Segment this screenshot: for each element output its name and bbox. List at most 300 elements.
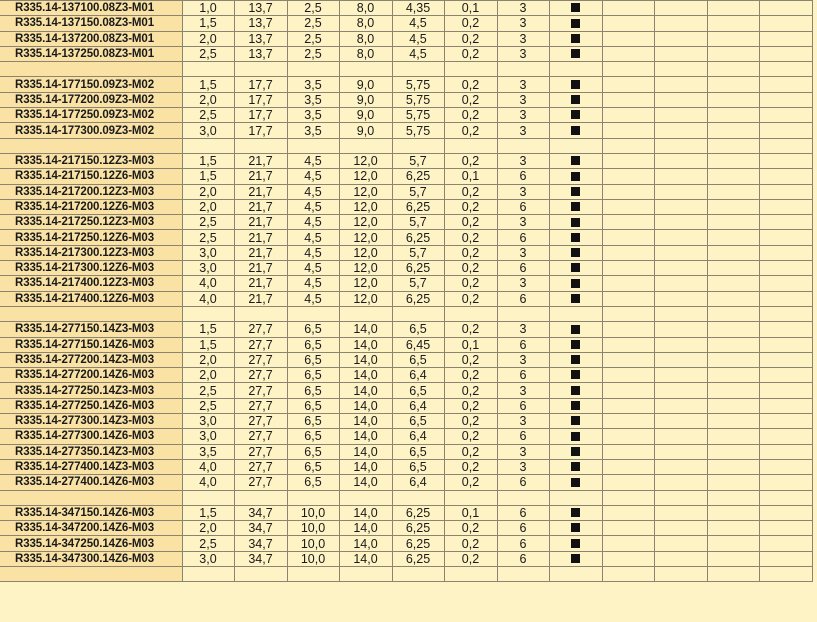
empty-cell bbox=[444, 566, 497, 581]
value-cell-c4: 14,0 bbox=[339, 459, 392, 474]
product-code-cell: R335.14-217150.12Z3-M03 bbox=[0, 153, 182, 168]
empty-cell bbox=[392, 490, 444, 505]
value-cell-c1: 2,0 bbox=[182, 31, 234, 46]
empty-cell bbox=[654, 123, 707, 138]
empty-cell bbox=[549, 566, 602, 581]
product-code-cell: R335.14-217300.12Z3-M03 bbox=[0, 245, 182, 260]
product-code-cell: R335.14-217400.12Z6-M03 bbox=[0, 291, 182, 306]
value-cell-c1: 2,5 bbox=[182, 215, 234, 230]
filled-square-icon bbox=[571, 233, 580, 242]
value-cell-c3: 6,5 bbox=[287, 352, 339, 367]
empty-cell bbox=[0, 490, 182, 505]
value-cell-c7: 6 bbox=[497, 551, 549, 566]
empty-cell bbox=[444, 62, 497, 77]
table-row bbox=[0, 123, 812, 138]
stock-marker-cell bbox=[549, 429, 602, 444]
empty-cell bbox=[654, 521, 707, 536]
value-cell-c4: 12,0 bbox=[339, 169, 392, 184]
table-row bbox=[0, 383, 812, 398]
empty-cell bbox=[707, 77, 759, 92]
empty-cell bbox=[759, 31, 812, 46]
product-code-cell: R335.14-217200.12Z3-M03 bbox=[0, 184, 182, 199]
value-cell-c7: 6 bbox=[497, 291, 549, 306]
value-cell-c6: 0,2 bbox=[444, 536, 497, 551]
value-cell-c7: 6 bbox=[497, 536, 549, 551]
value-cell-c2: 21,7 bbox=[234, 291, 287, 306]
value-cell-c3: 4,5 bbox=[287, 199, 339, 214]
product-code-cell: R335.14-277300.14Z6-M03 bbox=[0, 429, 182, 444]
empty-cell bbox=[497, 306, 549, 321]
stock-marker-cell bbox=[549, 383, 602, 398]
product-code-cell: R335.14-217150.12Z6-M03 bbox=[0, 169, 182, 184]
stock-marker-cell bbox=[549, 46, 602, 61]
value-cell-c3: 6,5 bbox=[287, 414, 339, 429]
value-cell-c1: 2,5 bbox=[182, 108, 234, 123]
empty-cell bbox=[759, 291, 812, 306]
value-cell-c5: 6,5 bbox=[392, 352, 444, 367]
value-cell-c4: 8,0 bbox=[339, 1, 392, 16]
empty-cell bbox=[759, 184, 812, 199]
value-cell-c6: 0,2 bbox=[444, 245, 497, 260]
empty-cell bbox=[707, 230, 759, 245]
value-cell-c4: 14,0 bbox=[339, 475, 392, 490]
value-cell-c5: 6,5 bbox=[392, 444, 444, 459]
value-cell-c5: 6,25 bbox=[392, 169, 444, 184]
empty-cell bbox=[602, 92, 654, 107]
empty-cell bbox=[287, 306, 339, 321]
table-row bbox=[0, 352, 812, 367]
value-cell-c7: 6 bbox=[497, 169, 549, 184]
empty-cell bbox=[759, 46, 812, 61]
value-cell-c6: 0,2 bbox=[444, 108, 497, 123]
empty-cell bbox=[654, 337, 707, 352]
empty-cell bbox=[707, 1, 759, 16]
value-cell-c6: 0,2 bbox=[444, 291, 497, 306]
value-cell-c3: 3,5 bbox=[287, 123, 339, 138]
empty-cell bbox=[234, 62, 287, 77]
stock-marker-cell bbox=[549, 77, 602, 92]
value-cell-c7: 3 bbox=[497, 276, 549, 291]
filled-square-icon bbox=[571, 126, 580, 135]
value-cell-c6: 0,1 bbox=[444, 337, 497, 352]
empty-cell bbox=[654, 291, 707, 306]
stock-marker-cell bbox=[549, 123, 602, 138]
empty-cell bbox=[707, 398, 759, 413]
empty-cell bbox=[182, 306, 234, 321]
value-cell-c2: 21,7 bbox=[234, 245, 287, 260]
value-cell-c5: 6,5 bbox=[392, 414, 444, 429]
empty-cell bbox=[707, 215, 759, 230]
empty-cell bbox=[707, 551, 759, 566]
empty-cell bbox=[602, 551, 654, 566]
stock-marker-cell bbox=[549, 245, 602, 260]
value-cell-c5: 6,5 bbox=[392, 383, 444, 398]
filled-square-icon bbox=[571, 19, 580, 28]
value-cell-c3: 2,5 bbox=[287, 31, 339, 46]
value-cell-c5: 5,7 bbox=[392, 153, 444, 168]
empty-cell bbox=[602, 184, 654, 199]
empty-cell bbox=[759, 1, 812, 16]
empty-cell bbox=[654, 199, 707, 214]
filled-square-icon bbox=[571, 95, 580, 104]
value-cell-c1: 2,0 bbox=[182, 92, 234, 107]
product-code-cell: R335.14-217400.12Z3-M03 bbox=[0, 276, 182, 291]
empty-cell bbox=[602, 398, 654, 413]
empty-cell bbox=[602, 429, 654, 444]
empty-cell bbox=[602, 138, 654, 153]
value-cell-c7: 3 bbox=[497, 46, 549, 61]
empty-cell bbox=[759, 505, 812, 520]
empty-cell bbox=[759, 459, 812, 474]
table-row bbox=[0, 199, 812, 214]
empty-cell bbox=[654, 230, 707, 245]
value-cell-c6: 0,2 bbox=[444, 322, 497, 337]
empty-cell bbox=[654, 505, 707, 520]
empty-cell bbox=[707, 184, 759, 199]
empty-cell bbox=[707, 459, 759, 474]
value-cell-c5: 4,5 bbox=[392, 46, 444, 61]
empty-cell bbox=[602, 16, 654, 31]
empty-cell bbox=[707, 16, 759, 31]
value-cell-c4: 14,0 bbox=[339, 383, 392, 398]
value-cell-c2: 34,7 bbox=[234, 551, 287, 566]
value-cell-c5: 6,25 bbox=[392, 505, 444, 520]
table-row bbox=[0, 444, 812, 459]
filled-square-icon bbox=[571, 49, 580, 58]
value-cell-c6: 0,2 bbox=[444, 368, 497, 383]
table-row bbox=[0, 245, 812, 260]
value-cell-c2: 13,7 bbox=[234, 46, 287, 61]
value-cell-c5: 5,75 bbox=[392, 123, 444, 138]
group-separator-row bbox=[0, 138, 812, 153]
table-row bbox=[0, 429, 812, 444]
empty-cell bbox=[759, 414, 812, 429]
empty-cell bbox=[392, 566, 444, 581]
stock-marker-cell bbox=[549, 16, 602, 31]
empty-cell bbox=[444, 306, 497, 321]
value-cell-c1: 2,5 bbox=[182, 383, 234, 398]
empty-cell bbox=[602, 169, 654, 184]
filled-square-icon bbox=[571, 34, 580, 43]
table-row bbox=[0, 184, 812, 199]
empty-cell bbox=[602, 521, 654, 536]
product-code-cell: R335.14-347200.14Z6-M03 bbox=[0, 521, 182, 536]
empty-cell bbox=[602, 414, 654, 429]
value-cell-c1: 2,5 bbox=[182, 536, 234, 551]
value-cell-c5: 6,5 bbox=[392, 322, 444, 337]
empty-cell bbox=[759, 383, 812, 398]
value-cell-c5: 6,25 bbox=[392, 199, 444, 214]
product-code-cell: R335.14-217300.12Z6-M03 bbox=[0, 261, 182, 276]
empty-cell bbox=[707, 505, 759, 520]
filled-square-icon bbox=[571, 355, 580, 364]
empty-cell bbox=[549, 306, 602, 321]
empty-cell bbox=[759, 108, 812, 123]
value-cell-c7: 3 bbox=[497, 92, 549, 107]
table-row bbox=[0, 108, 812, 123]
table-row bbox=[0, 337, 812, 352]
empty-cell bbox=[654, 383, 707, 398]
value-cell-c6: 0,2 bbox=[444, 184, 497, 199]
empty-cell bbox=[182, 566, 234, 581]
stock-marker-cell bbox=[549, 1, 602, 16]
empty-cell bbox=[234, 566, 287, 581]
value-cell-c2: 21,7 bbox=[234, 184, 287, 199]
table-row bbox=[0, 169, 812, 184]
value-cell-c6: 0,2 bbox=[444, 521, 497, 536]
empty-cell bbox=[602, 352, 654, 367]
stock-marker-cell bbox=[549, 108, 602, 123]
value-cell-c7: 3 bbox=[497, 414, 549, 429]
empty-cell bbox=[287, 490, 339, 505]
value-cell-c1: 1,5 bbox=[182, 322, 234, 337]
table-row bbox=[0, 153, 812, 168]
table-row bbox=[0, 368, 812, 383]
value-cell-c4: 14,0 bbox=[339, 444, 392, 459]
value-cell-c7: 3 bbox=[497, 322, 549, 337]
value-cell-c6: 0,2 bbox=[444, 16, 497, 31]
empty-cell bbox=[707, 169, 759, 184]
value-cell-c2: 27,7 bbox=[234, 414, 287, 429]
value-cell-c3: 6,5 bbox=[287, 475, 339, 490]
value-cell-c7: 3 bbox=[497, 352, 549, 367]
value-cell-c2: 21,7 bbox=[234, 261, 287, 276]
table-row bbox=[0, 31, 812, 46]
empty-cell bbox=[602, 291, 654, 306]
value-cell-c7: 6 bbox=[497, 230, 549, 245]
value-cell-c3: 6,5 bbox=[287, 444, 339, 459]
empty-cell bbox=[654, 306, 707, 321]
value-cell-c1: 2,0 bbox=[182, 352, 234, 367]
table-row bbox=[0, 46, 812, 61]
empty-cell bbox=[654, 16, 707, 31]
table-row bbox=[0, 398, 812, 413]
empty-cell bbox=[654, 62, 707, 77]
value-cell-c1: 3,0 bbox=[182, 551, 234, 566]
value-cell-c2: 27,7 bbox=[234, 444, 287, 459]
empty-cell bbox=[339, 566, 392, 581]
empty-cell bbox=[654, 1, 707, 16]
table-row bbox=[0, 551, 812, 566]
filled-square-icon bbox=[571, 432, 580, 441]
value-cell-c4: 12,0 bbox=[339, 291, 392, 306]
value-cell-c7: 3 bbox=[497, 245, 549, 260]
value-cell-c3: 2,5 bbox=[287, 16, 339, 31]
empty-cell bbox=[602, 1, 654, 16]
filled-square-icon bbox=[571, 172, 580, 181]
filled-square-icon bbox=[571, 401, 580, 410]
table-row bbox=[0, 459, 812, 474]
value-cell-c4: 12,0 bbox=[339, 261, 392, 276]
empty-cell bbox=[0, 138, 182, 153]
value-cell-c1: 2,0 bbox=[182, 521, 234, 536]
value-cell-c3: 4,5 bbox=[287, 184, 339, 199]
filled-square-icon bbox=[571, 187, 580, 196]
value-cell-c5: 5,7 bbox=[392, 276, 444, 291]
empty-cell bbox=[602, 306, 654, 321]
empty-cell bbox=[654, 566, 707, 581]
value-cell-c2: 21,7 bbox=[234, 230, 287, 245]
empty-cell bbox=[707, 108, 759, 123]
empty-cell bbox=[759, 138, 812, 153]
value-cell-c5: 6,25 bbox=[392, 291, 444, 306]
value-cell-c4: 9,0 bbox=[339, 77, 392, 92]
value-cell-c5: 6,45 bbox=[392, 337, 444, 352]
value-cell-c1: 3,0 bbox=[182, 123, 234, 138]
value-cell-c6: 0,1 bbox=[444, 169, 497, 184]
empty-cell bbox=[602, 337, 654, 352]
empty-cell bbox=[759, 245, 812, 260]
empty-cell bbox=[654, 276, 707, 291]
value-cell-c3: 6,5 bbox=[287, 459, 339, 474]
value-cell-c4: 14,0 bbox=[339, 521, 392, 536]
value-cell-c3: 4,5 bbox=[287, 291, 339, 306]
value-cell-c5: 4,5 bbox=[392, 31, 444, 46]
filled-square-icon bbox=[571, 294, 580, 303]
stock-marker-cell bbox=[549, 322, 602, 337]
filled-square-icon bbox=[571, 447, 580, 456]
value-cell-c7: 3 bbox=[497, 444, 549, 459]
value-cell-c7: 6 bbox=[497, 521, 549, 536]
value-cell-c5: 4,5 bbox=[392, 16, 444, 31]
empty-cell bbox=[759, 475, 812, 490]
value-cell-c5: 5,75 bbox=[392, 77, 444, 92]
filled-square-icon bbox=[571, 462, 580, 471]
value-cell-c3: 3,5 bbox=[287, 92, 339, 107]
empty-cell bbox=[497, 62, 549, 77]
filled-square-icon bbox=[571, 340, 580, 349]
product-code-cell: R335.14-347300.14Z6-M03 bbox=[0, 551, 182, 566]
product-code-cell: R335.14-347150.14Z6-M03 bbox=[0, 505, 182, 520]
value-cell-c1: 2,0 bbox=[182, 368, 234, 383]
product-code-cell: R335.14-277150.14Z3-M03 bbox=[0, 322, 182, 337]
empty-cell bbox=[602, 566, 654, 581]
value-cell-c5: 6,5 bbox=[392, 459, 444, 474]
empty-cell bbox=[707, 444, 759, 459]
value-cell-c6: 0,2 bbox=[444, 352, 497, 367]
table-row bbox=[0, 521, 812, 536]
empty-cell bbox=[497, 566, 549, 581]
empty-cell bbox=[654, 108, 707, 123]
empty-cell bbox=[602, 230, 654, 245]
empty-cell bbox=[707, 138, 759, 153]
empty-cell bbox=[654, 184, 707, 199]
value-cell-c1: 4,0 bbox=[182, 459, 234, 474]
value-cell-c6: 0,1 bbox=[444, 1, 497, 16]
value-cell-c6: 0,2 bbox=[444, 123, 497, 138]
value-cell-c7: 3 bbox=[497, 16, 549, 31]
value-cell-c6: 0,2 bbox=[444, 429, 497, 444]
empty-cell bbox=[707, 306, 759, 321]
empty-cell bbox=[707, 429, 759, 444]
empty-cell bbox=[759, 337, 812, 352]
filled-square-icon bbox=[571, 80, 580, 89]
empty-cell bbox=[602, 46, 654, 61]
product-code-cell: R335.14-217200.12Z6-M03 bbox=[0, 199, 182, 214]
product-code-cell: R335.14-137150.08Z3-M01 bbox=[0, 16, 182, 31]
value-cell-c2: 27,7 bbox=[234, 398, 287, 413]
empty-cell bbox=[654, 153, 707, 168]
empty-cell bbox=[234, 490, 287, 505]
empty-cell bbox=[707, 337, 759, 352]
value-cell-c5: 6,4 bbox=[392, 368, 444, 383]
value-cell-c3: 10,0 bbox=[287, 521, 339, 536]
product-code-cell: R335.14-177200.09Z3-M02 bbox=[0, 92, 182, 107]
empty-cell bbox=[392, 62, 444, 77]
value-cell-c5: 6,4 bbox=[392, 475, 444, 490]
value-cell-c2: 27,7 bbox=[234, 475, 287, 490]
stock-marker-cell bbox=[549, 521, 602, 536]
value-cell-c6: 0,2 bbox=[444, 46, 497, 61]
value-cell-c7: 3 bbox=[497, 1, 549, 16]
product-code-cell: R335.14-217250.12Z3-M03 bbox=[0, 215, 182, 230]
filled-square-icon bbox=[571, 386, 580, 395]
table-row bbox=[0, 536, 812, 551]
group-separator-row bbox=[0, 490, 812, 505]
empty-cell bbox=[654, 414, 707, 429]
empty-cell bbox=[707, 92, 759, 107]
empty-cell bbox=[759, 215, 812, 230]
empty-cell bbox=[602, 31, 654, 46]
value-cell-c3: 10,0 bbox=[287, 505, 339, 520]
value-cell-c2: 34,7 bbox=[234, 521, 287, 536]
value-cell-c6: 0,2 bbox=[444, 261, 497, 276]
empty-cell bbox=[759, 398, 812, 413]
value-cell-c4: 14,0 bbox=[339, 398, 392, 413]
value-cell-c4: 9,0 bbox=[339, 108, 392, 123]
product-code-cell: R335.14-277400.14Z3-M03 bbox=[0, 459, 182, 474]
stock-marker-cell bbox=[549, 261, 602, 276]
value-cell-c6: 0,2 bbox=[444, 153, 497, 168]
value-cell-c4: 12,0 bbox=[339, 184, 392, 199]
value-cell-c5: 5,75 bbox=[392, 108, 444, 123]
empty-cell bbox=[234, 138, 287, 153]
value-cell-c7: 3 bbox=[497, 383, 549, 398]
filled-square-icon bbox=[571, 279, 580, 288]
value-cell-c1: 3,0 bbox=[182, 414, 234, 429]
empty-cell bbox=[759, 490, 812, 505]
value-cell-c6: 0,2 bbox=[444, 551, 497, 566]
product-code-cell: R335.14-137200.08Z3-M01 bbox=[0, 31, 182, 46]
value-cell-c6: 0,1 bbox=[444, 505, 497, 520]
value-cell-c4: 14,0 bbox=[339, 414, 392, 429]
empty-cell bbox=[759, 169, 812, 184]
value-cell-c5: 6,25 bbox=[392, 261, 444, 276]
value-cell-c5: 5,7 bbox=[392, 184, 444, 199]
value-cell-c4: 8,0 bbox=[339, 46, 392, 61]
value-cell-c4: 12,0 bbox=[339, 230, 392, 245]
empty-cell bbox=[654, 429, 707, 444]
filled-square-icon bbox=[571, 202, 580, 211]
empty-cell bbox=[707, 46, 759, 61]
empty-cell bbox=[759, 444, 812, 459]
value-cell-c1: 4,0 bbox=[182, 276, 234, 291]
empty-cell bbox=[654, 215, 707, 230]
empty-cell bbox=[759, 153, 812, 168]
empty-cell bbox=[759, 92, 812, 107]
stock-marker-cell bbox=[549, 551, 602, 566]
value-cell-c4: 14,0 bbox=[339, 536, 392, 551]
value-cell-c7: 6 bbox=[497, 505, 549, 520]
value-cell-c5: 6,4 bbox=[392, 429, 444, 444]
product-code-cell: R335.14-137100.08Z3-M01 bbox=[0, 1, 182, 16]
value-cell-c4: 12,0 bbox=[339, 276, 392, 291]
empty-cell bbox=[707, 261, 759, 276]
empty-cell bbox=[602, 475, 654, 490]
product-code-cell: R335.14-277300.14Z3-M03 bbox=[0, 414, 182, 429]
empty-cell bbox=[707, 383, 759, 398]
stock-marker-cell bbox=[549, 505, 602, 520]
